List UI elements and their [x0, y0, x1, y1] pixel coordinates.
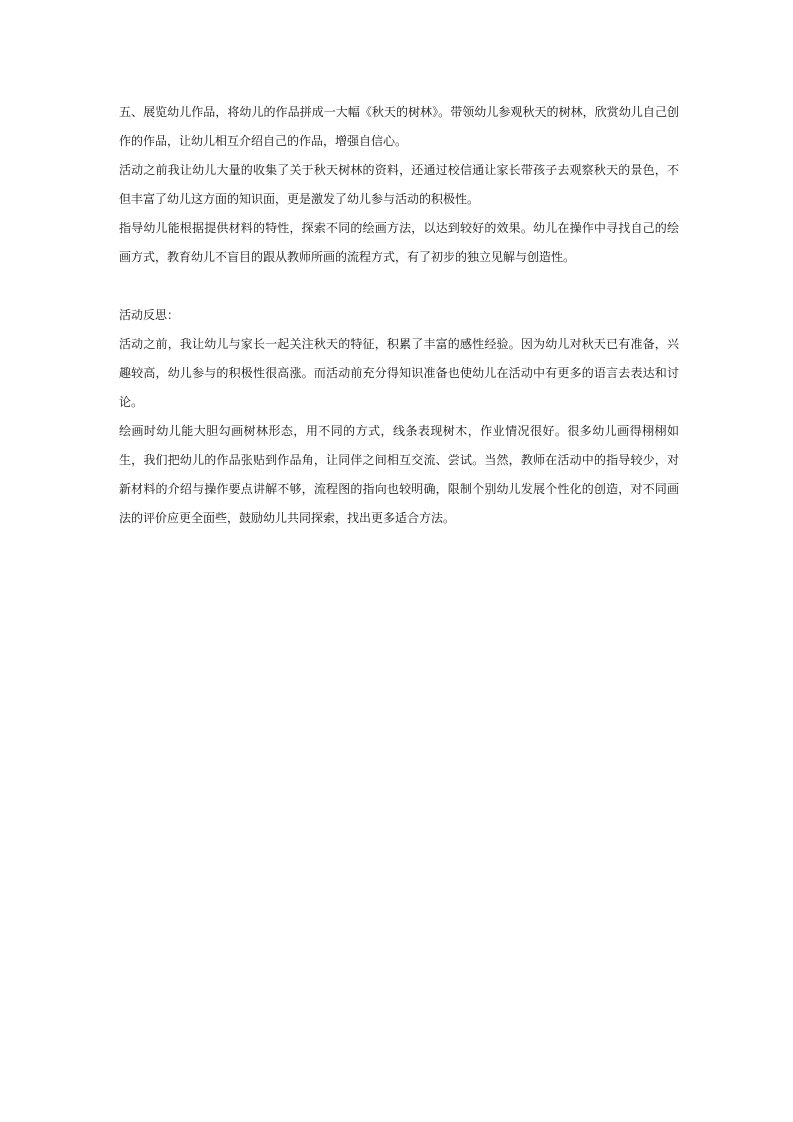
- paragraph-guidance: 指导幼儿能根据提供材料的特性，探索不同的绘画方法，以达到较好的效果。幼儿在操作中寻找自己的绘画方式，教育幼儿不盲目的跟从教师所画的流程方式，有了初步的独立见解与创造性。: [119, 221, 679, 264]
- paragraph-preparation: 活动之前我让幼儿大量的收集了关于秋天树林的资料，还通过校信通让家长带孩子去观察秋天的景色，不但丰富了幼儿这方面的知识面，更是激发了幼儿参与活动的积极性。: [119, 163, 679, 206]
- paragraph-reflection-2: 绘画时幼儿能大胆勾画树林形态，用不同的方式，线条表现树木，作业情况很好。很多幼儿画得栩栩如生，我们把幼儿的作品张贴到作品角，让同伴之间相互交流、尝试。当然，教师在活动中的指导较少，对新材料的介绍与操作要点讲解不够，流程图的指向也较明确，限制个别幼儿发展个性化的创造，对不同画法的评价应更全面些，鼓励幼儿共同探索，找出更多适合方法。: [119, 424, 679, 525]
- paragraph-reflection-1: 活动之前，我让幼儿与家长一起关注秋天的特征，积累了丰富的感性经验。因为幼儿对秋天已有准备，兴趣较高，幼儿参与的积极性很高涨。而活动前充分得知识准备也使幼儿在活动中有更多的语言去表达和讨论。: [119, 337, 679, 409]
- document-body: [119, 98, 679, 533]
- section-heading-reflection: 活动反思：: [119, 308, 180, 322]
- blank-line: [119, 272, 679, 301]
- paragraph-exhibition: 五、展览幼儿作品，将幼儿的作品拼成一大幅《秋天的树林》。带领幼儿参观秋天的树林，欣赏幼儿自己创作的作品，让幼儿相互介绍自己的作品，增强自信心。: [119, 105, 679, 148]
